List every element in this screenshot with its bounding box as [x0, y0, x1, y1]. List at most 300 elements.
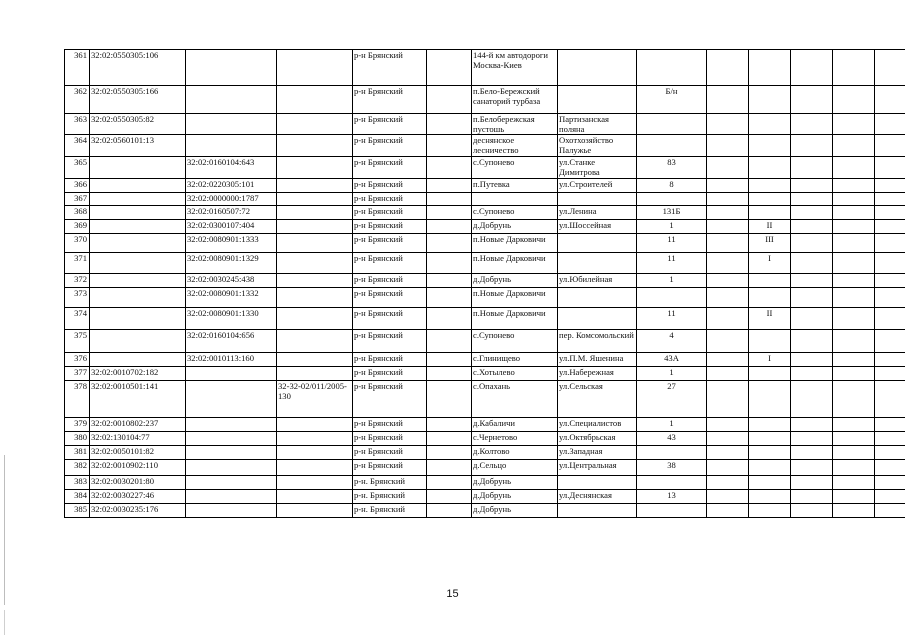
cell-house: 1	[637, 220, 707, 234]
cell-empty	[833, 157, 875, 179]
cell-corpus	[749, 381, 791, 418]
cell-empty	[875, 234, 905, 253]
cell-district: р-н Брянский	[353, 157, 427, 179]
cell-cadastral-number-2	[186, 504, 277, 518]
cell-street: Партизанская поляна	[558, 114, 637, 135]
cell-cadastral-number-2	[186, 476, 277, 490]
cell-conditional-number	[277, 330, 353, 353]
cell-street	[558, 50, 637, 86]
table-row	[65, 490, 905, 504]
cell-empty	[791, 50, 833, 86]
cell-empty	[833, 418, 875, 432]
cell-corpus	[749, 274, 791, 288]
table-row	[65, 288, 905, 308]
cell-cadastral-number-2	[186, 114, 277, 135]
table-row	[65, 381, 905, 418]
cell-cadastral-number-2: 32:02:0030245:438	[186, 274, 277, 288]
cell-street: ул.Набережная	[558, 367, 637, 381]
cell-locality: д.Сельцо	[472, 460, 558, 476]
cell-empty	[875, 253, 905, 274]
cell-street	[558, 253, 637, 274]
registry-table	[64, 49, 905, 518]
cell-cadastral-number: 32:02:0010702:182	[90, 367, 186, 381]
cell-empty	[791, 274, 833, 288]
cell-cadastral-number: 32:02:0050101:82	[90, 446, 186, 460]
cell-number: 376	[65, 353, 90, 367]
table-row	[65, 50, 905, 86]
cell-cadastral-number-2: 32:02:0080901:1329	[186, 253, 277, 274]
cell-empty	[875, 432, 905, 446]
cell-street	[558, 476, 637, 490]
cell-number: 384	[65, 490, 90, 504]
cell-empty	[427, 504, 472, 518]
cell-cadastral-number	[90, 253, 186, 274]
cell-empty	[791, 220, 833, 234]
cell-locality: д.Кабаличи	[472, 418, 558, 432]
cell-corpus	[749, 193, 791, 206]
table-row	[65, 504, 905, 518]
cell-house: 1	[637, 367, 707, 381]
cell-conditional-number	[277, 308, 353, 330]
cell-district: р-н Брянский	[353, 114, 427, 135]
cell-house	[637, 476, 707, 490]
cell-conditional-number	[277, 253, 353, 274]
cell-house	[637, 446, 707, 460]
cell-empty	[427, 381, 472, 418]
cell-corpus	[749, 86, 791, 114]
cell-district: р-н. Брянский	[353, 476, 427, 490]
table-row	[65, 157, 905, 179]
cell-conditional-number	[277, 476, 353, 490]
table-row	[65, 274, 905, 288]
cell-street: ул.Ленина	[558, 206, 637, 220]
cell-cadastral-number	[90, 193, 186, 206]
cell-empty	[875, 476, 905, 490]
cell-empty	[875, 220, 905, 234]
cell-empty	[791, 446, 833, 460]
table-row	[65, 308, 905, 330]
cell-locality: с.Чернетово	[472, 432, 558, 446]
cell-house	[637, 135, 707, 157]
cell-empty	[427, 114, 472, 135]
cell-street: ул.Специалистов	[558, 418, 637, 432]
cell-building	[707, 330, 749, 353]
cell-cadastral-number	[90, 157, 186, 179]
cell-empty	[791, 193, 833, 206]
cell-empty	[427, 135, 472, 157]
cell-conditional-number	[277, 353, 353, 367]
cell-street	[558, 193, 637, 206]
cell-street	[558, 234, 637, 253]
cell-district: р-н Брянский	[353, 353, 427, 367]
cell-cadastral-number-2: 32:02:0300107:404	[186, 220, 277, 234]
cell-district: р-н Брянский	[353, 135, 427, 157]
table-row	[65, 432, 905, 446]
cell-conditional-number	[277, 274, 353, 288]
cell-house	[637, 504, 707, 518]
cell-district: р-н Брянский	[353, 253, 427, 274]
cell-empty	[875, 353, 905, 367]
cell-locality: п.Бело-Бережский санаторий турбаза	[472, 86, 558, 114]
cell-empty	[875, 418, 905, 432]
cell-cadastral-number: 32:02:0030201:80	[90, 476, 186, 490]
cell-empty	[427, 157, 472, 179]
cell-empty	[427, 446, 472, 460]
cell-empty	[791, 460, 833, 476]
cell-district: р-н Брянский	[353, 274, 427, 288]
cell-district: р-н Брянский	[353, 179, 427, 193]
cell-empty	[875, 288, 905, 308]
table-row	[65, 446, 905, 460]
cell-empty	[791, 490, 833, 504]
cell-building	[707, 179, 749, 193]
table-row	[65, 86, 905, 114]
cell-empty	[833, 353, 875, 367]
table-row	[65, 234, 905, 253]
cell-cadastral-number-2: 32:02:0080901:1333	[186, 234, 277, 253]
cell-conditional-number	[277, 367, 353, 381]
cell-empty	[833, 86, 875, 114]
cell-building	[707, 476, 749, 490]
cell-locality: п.Новые Дарковичи	[472, 308, 558, 330]
cell-building	[707, 308, 749, 330]
cell-street: ул.Строителей	[558, 179, 637, 193]
cell-cadastral-number-2: 32:02:0220305:101	[186, 179, 277, 193]
cell-empty	[791, 86, 833, 114]
cell-building	[707, 234, 749, 253]
cell-empty	[875, 330, 905, 353]
cell-conditional-number	[277, 179, 353, 193]
cell-house: 43А	[637, 353, 707, 367]
cell-empty	[875, 157, 905, 179]
cell-street: пер. Комсомольский	[558, 330, 637, 353]
cell-cadastral-number	[90, 288, 186, 308]
cell-cadastral-number-2: 32:02:0160104:643	[186, 157, 277, 179]
cell-building	[707, 446, 749, 460]
cell-number: 380	[65, 432, 90, 446]
cell-empty	[427, 86, 472, 114]
cell-cadastral-number: 32:02:0030235:176	[90, 504, 186, 518]
cell-building	[707, 274, 749, 288]
cell-number: 365	[65, 157, 90, 179]
cell-empty	[427, 432, 472, 446]
cell-empty	[427, 274, 472, 288]
cell-number: 378	[65, 381, 90, 418]
cell-number: 368	[65, 206, 90, 220]
cell-conditional-number	[277, 418, 353, 432]
cell-number: 383	[65, 476, 90, 490]
cell-empty	[791, 234, 833, 253]
cell-number: 369	[65, 220, 90, 234]
cell-empty	[875, 446, 905, 460]
cell-cadastral-number: 32:02:0030227:46	[90, 490, 186, 504]
scan-edge-mark	[4, 610, 5, 635]
cell-house	[637, 193, 707, 206]
cell-cadastral-number	[90, 179, 186, 193]
cell-number: 377	[65, 367, 90, 381]
cell-empty	[875, 460, 905, 476]
cell-corpus	[749, 446, 791, 460]
table-row	[65, 367, 905, 381]
cell-cadastral-number-2	[186, 367, 277, 381]
cell-conditional-number	[277, 206, 353, 220]
cell-street: ул.Октябрьская	[558, 432, 637, 446]
cell-empty	[833, 460, 875, 476]
cell-empty	[833, 179, 875, 193]
cell-locality: д.Добрунь	[472, 476, 558, 490]
cell-cadastral-number: 32:02:0550305:106	[90, 50, 186, 86]
cell-empty	[833, 476, 875, 490]
cell-house	[637, 114, 707, 135]
cell-conditional-number	[277, 490, 353, 504]
cell-house: 11	[637, 308, 707, 330]
cell-corpus	[749, 179, 791, 193]
cell-empty	[427, 253, 472, 274]
cell-number: 379	[65, 418, 90, 432]
cell-building	[707, 367, 749, 381]
cell-conditional-number	[277, 446, 353, 460]
cell-cadastral-number	[90, 206, 186, 220]
cell-house	[637, 288, 707, 308]
cell-district: р-н Брянский	[353, 206, 427, 220]
cell-empty	[427, 460, 472, 476]
cell-locality: п.Белобережская пустошь	[472, 114, 558, 135]
cell-district: р-н. Брянский	[353, 504, 427, 518]
cell-locality: с.Опахань	[472, 381, 558, 418]
cell-corpus	[749, 460, 791, 476]
scan-edge-mark	[4, 455, 5, 605]
cell-locality: деснянское лесничество	[472, 135, 558, 157]
cell-empty	[833, 220, 875, 234]
cell-cadastral-number	[90, 330, 186, 353]
cell-locality: с.Супонево	[472, 330, 558, 353]
cell-empty	[791, 381, 833, 418]
cell-empty	[427, 206, 472, 220]
cell-house: 11	[637, 234, 707, 253]
cell-empty	[833, 253, 875, 274]
cell-number: 385	[65, 504, 90, 518]
cell-street	[558, 504, 637, 518]
cell-house: 27	[637, 381, 707, 418]
cell-empty	[791, 179, 833, 193]
cell-cadastral-number-2	[186, 418, 277, 432]
cell-empty	[427, 367, 472, 381]
registry-rows	[65, 50, 905, 518]
cell-building	[707, 460, 749, 476]
cell-empty	[875, 179, 905, 193]
cell-number: 373	[65, 288, 90, 308]
cell-locality: д.Колтово	[472, 446, 558, 460]
cell-empty	[791, 353, 833, 367]
cell-building	[707, 135, 749, 157]
cell-conditional-number	[277, 193, 353, 206]
cell-empty	[833, 330, 875, 353]
cell-cadastral-number: 32:02:0010902:110	[90, 460, 186, 476]
cell-conditional-number	[277, 234, 353, 253]
cell-number: 374	[65, 308, 90, 330]
cell-house: 11	[637, 253, 707, 274]
cell-conditional-number	[277, 504, 353, 518]
cell-district: р-н Брянский	[353, 446, 427, 460]
cell-empty	[791, 135, 833, 157]
table-row	[65, 114, 905, 135]
cell-cadastral-number-2	[186, 460, 277, 476]
cell-empty	[427, 418, 472, 432]
cell-cadastral-number-2: 32:02:0080901:1330	[186, 308, 277, 330]
cell-empty	[875, 308, 905, 330]
cell-locality: с.Супонево	[472, 157, 558, 179]
cell-building	[707, 50, 749, 86]
cell-number: 361	[65, 50, 90, 86]
cell-street: ул.Сельская	[558, 381, 637, 418]
cell-empty	[791, 114, 833, 135]
cell-district: р-н Брянский	[353, 220, 427, 234]
cell-cadastral-number: 32:02:0550305:166	[90, 86, 186, 114]
cell-empty	[427, 193, 472, 206]
cell-street: ул.Станке Димитрова	[558, 157, 637, 179]
cell-corpus	[749, 418, 791, 432]
cell-house: 131Б	[637, 206, 707, 220]
cell-house: 4	[637, 330, 707, 353]
table-row	[65, 135, 905, 157]
cell-corpus	[749, 432, 791, 446]
cell-empty	[791, 308, 833, 330]
cell-empty	[833, 504, 875, 518]
cell-empty	[791, 288, 833, 308]
cell-locality: д.Добрунь	[472, 490, 558, 504]
cell-conditional-number	[277, 86, 353, 114]
cell-building	[707, 381, 749, 418]
cell-empty	[833, 367, 875, 381]
cell-cadastral-number	[90, 274, 186, 288]
cell-cadastral-number-2: 32:02:0010113:160	[186, 353, 277, 367]
cell-conditional-number	[277, 460, 353, 476]
cell-corpus	[749, 504, 791, 518]
table-row	[65, 206, 905, 220]
cell-street	[558, 308, 637, 330]
cell-empty	[833, 288, 875, 308]
cell-empty	[875, 193, 905, 206]
cell-empty	[427, 308, 472, 330]
cell-cadastral-number	[90, 308, 186, 330]
cell-street: ул.Деснянская	[558, 490, 637, 504]
cell-number: 372	[65, 274, 90, 288]
cell-corpus	[749, 157, 791, 179]
cell-cadastral-number: 32:02:0550305:82	[90, 114, 186, 135]
cell-empty	[427, 330, 472, 353]
cell-district: р-н Брянский	[353, 330, 427, 353]
cell-locality: с.Супонево	[472, 206, 558, 220]
cell-house: 1	[637, 418, 707, 432]
cell-district: р-н Брянский	[353, 86, 427, 114]
cell-empty	[791, 476, 833, 490]
cell-street: ул.Центральная	[558, 460, 637, 476]
cell-locality: п.Путевка	[472, 179, 558, 193]
cell-cadastral-number: 32:02:130104:77	[90, 432, 186, 446]
cell-house: Б/н	[637, 86, 707, 114]
cell-number: 367	[65, 193, 90, 206]
cell-empty	[427, 353, 472, 367]
cell-locality: д.Добрунь	[472, 274, 558, 288]
cell-street: Охотхозяйство Палужье	[558, 135, 637, 157]
cell-empty	[875, 206, 905, 220]
cell-cadastral-number-2	[186, 446, 277, 460]
cell-empty	[875, 86, 905, 114]
cell-empty	[833, 490, 875, 504]
cell-street: ул.П.М. Яшенина	[558, 353, 637, 367]
cell-empty	[833, 206, 875, 220]
cell-corpus: I	[749, 353, 791, 367]
table-row	[65, 253, 905, 274]
cell-number: 371	[65, 253, 90, 274]
cell-conditional-number	[277, 432, 353, 446]
cell-district: р-н Брянский	[353, 193, 427, 206]
cell-conditional-number: 32-32-02/011/2005-130	[277, 381, 353, 418]
cell-district: р-н Брянский	[353, 460, 427, 476]
cell-cadastral-number-2	[186, 86, 277, 114]
cell-street	[558, 86, 637, 114]
cell-empty	[833, 308, 875, 330]
cell-building	[707, 504, 749, 518]
cell-house: 1	[637, 274, 707, 288]
cell-cadastral-number	[90, 234, 186, 253]
cell-empty	[427, 288, 472, 308]
table-row	[65, 353, 905, 367]
cell-empty	[791, 432, 833, 446]
cell-locality: с.Глинищево	[472, 353, 558, 367]
cell-empty	[791, 157, 833, 179]
cell-corpus: II	[749, 308, 791, 330]
cell-number: 375	[65, 330, 90, 353]
cell-cadastral-number-2: 32:02:0000000:1787	[186, 193, 277, 206]
cell-empty	[875, 490, 905, 504]
cell-empty	[875, 135, 905, 157]
cell-empty	[875, 50, 905, 86]
cell-empty	[791, 253, 833, 274]
cell-conditional-number	[277, 157, 353, 179]
cell-empty	[427, 220, 472, 234]
cell-empty	[791, 418, 833, 432]
cell-cadastral-number-2: 32:02:0160104:656	[186, 330, 277, 353]
cell-number: 370	[65, 234, 90, 253]
cell-house: 13	[637, 490, 707, 504]
cell-number: 366	[65, 179, 90, 193]
cell-empty	[427, 490, 472, 504]
cell-cadastral-number-2	[186, 135, 277, 157]
cell-street: ул.Юбилейная	[558, 274, 637, 288]
cell-cadastral-number: 32:02:0560101:13	[90, 135, 186, 157]
cell-empty	[875, 274, 905, 288]
cell-number: 382	[65, 460, 90, 476]
cell-building	[707, 86, 749, 114]
cell-number: 362	[65, 86, 90, 114]
cell-cadastral-number-2: 32:02:0080901:1332	[186, 288, 277, 308]
cell-district: р-н Брянский	[353, 367, 427, 381]
cell-district: р-н Брянский	[353, 288, 427, 308]
table-row	[65, 193, 905, 206]
cell-building	[707, 157, 749, 179]
cell-number: 364	[65, 135, 90, 157]
cell-locality: 144-й км автодороги Москва-Киев	[472, 50, 558, 86]
cell-cadastral-number-2	[186, 381, 277, 418]
cell-building	[707, 353, 749, 367]
cell-empty	[427, 476, 472, 490]
cell-corpus	[749, 330, 791, 353]
cell-conditional-number	[277, 50, 353, 86]
cell-number: 381	[65, 446, 90, 460]
table-row	[65, 330, 905, 353]
cell-building	[707, 418, 749, 432]
